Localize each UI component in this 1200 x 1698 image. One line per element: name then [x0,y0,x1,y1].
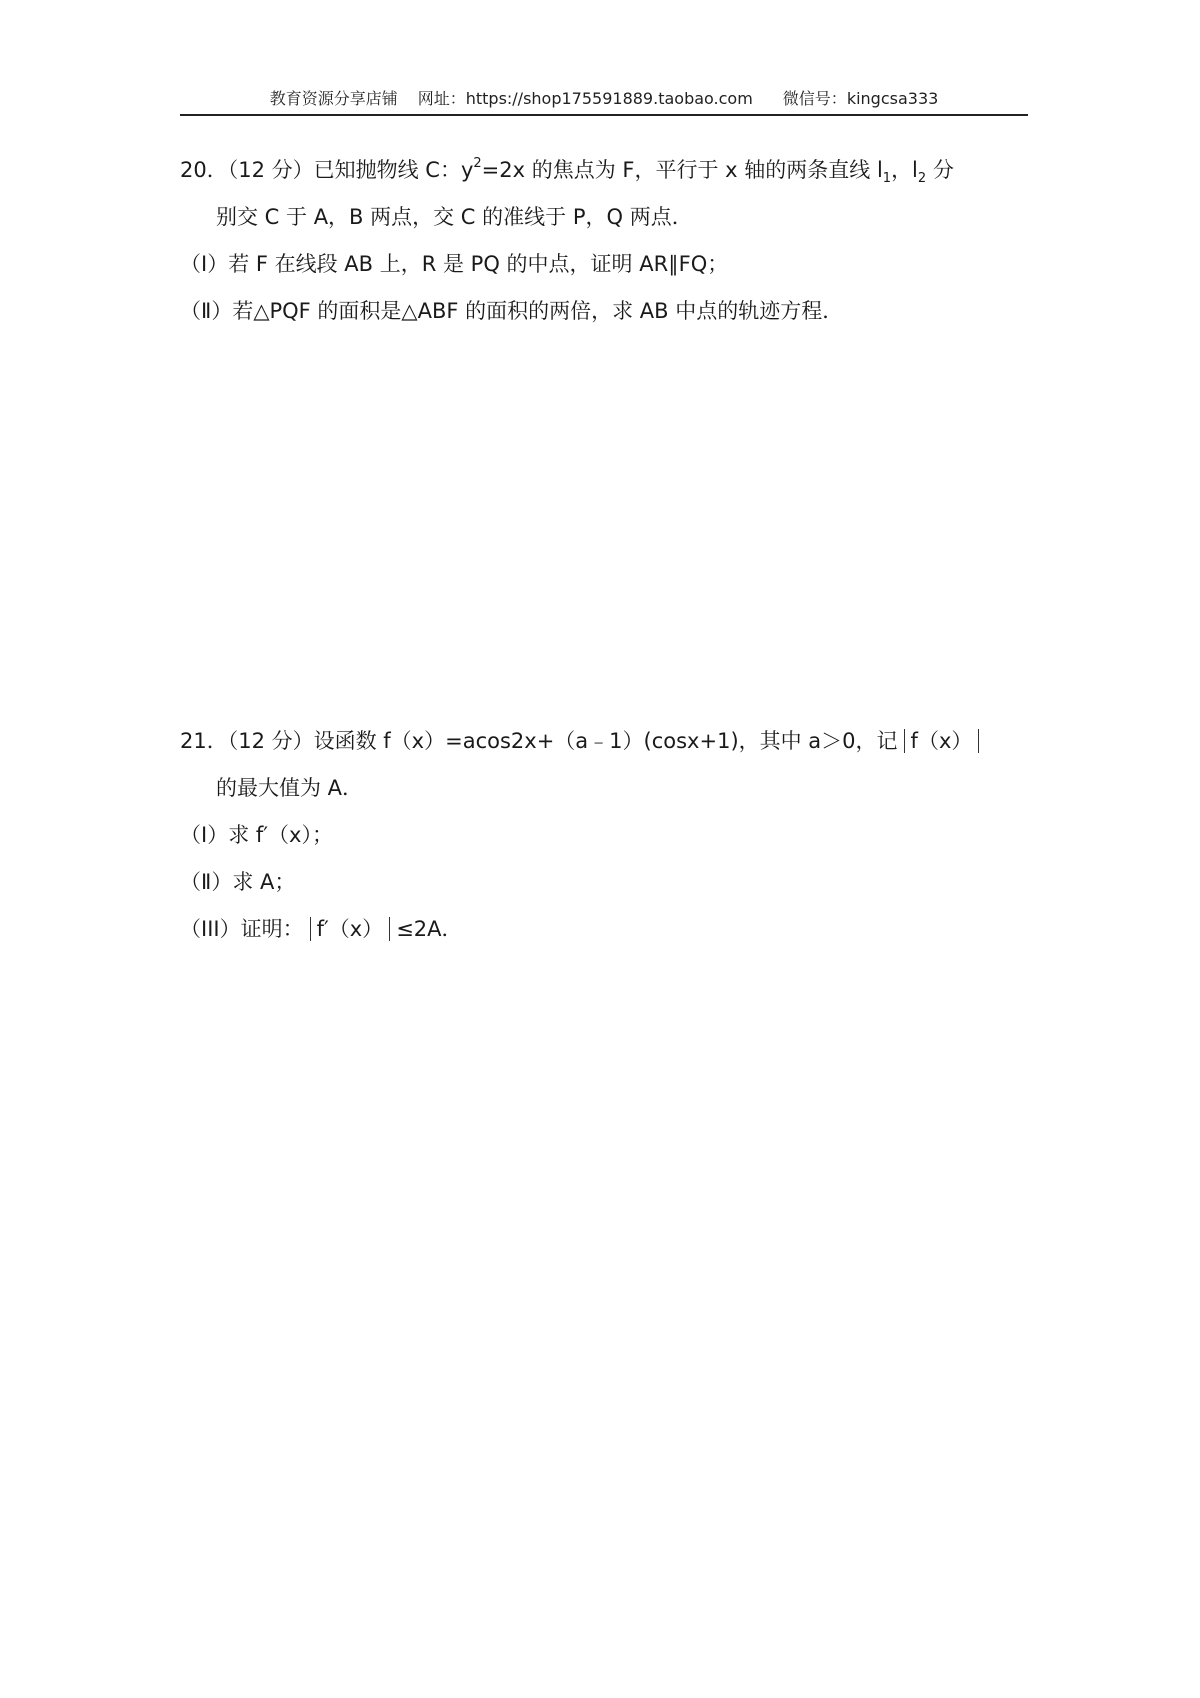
problem-21-line-1 [180,718,1028,765]
problem-20-text-c: ，l [891,158,918,182]
abs-bar-right [389,917,390,941]
header-wechat: kingcsa333 [846,89,939,108]
problem-20-part-2: （Ⅱ）若△PQF 的面积是△ABF 的面积的两倍，求 AB 中点的轨迹方程． [180,299,844,323]
problem-21-part-1: （Ⅰ）求 f′（x）； [180,823,333,847]
exponent-2: 2 [473,156,482,171]
page-header [180,84,1028,116]
problem-21-text-a: 21．（12 分）设函数 f（x）=acos2x+（a﹣1）(cosx+1)，其中 a＞0，记 [180,729,898,753]
problem-20-part-1: （Ⅰ）若 F 在线段 AB 上，R 是 PQ 的中点，证明 AR∥FQ； [180,252,729,276]
header-shop-name: 教育资源分享店铺 [269,89,398,108]
header-url: https://shop175591889.taobao.com [465,89,753,108]
abs-bar-right [978,729,979,753]
subscript-1: 1 [882,171,892,186]
problem-21-part-2: （Ⅱ）求 A； [180,870,296,894]
problem-20-text-d: 分 [926,158,954,182]
header-wechat-label: 微信号： [782,89,847,108]
problem-20-line-1 [180,147,1028,194]
problem-20-line-2: 别交 C 于 A，B 两点，交 C 的准线于 P，Q 两点． [216,205,693,229]
problem-21-part-3-c: ≤2A． [396,917,463,941]
header-url-label: 网址： [417,89,466,108]
problem-21 [180,718,1028,953]
problem-20-text-a: 20．（12 分）已知抛物线 C：y [180,158,474,182]
abs-bar-left [310,917,311,941]
abs-bar-left [904,729,905,753]
problem-21-part-3-abs: f′（x） [316,917,384,941]
problem-20-text-b: =2x 的焦点为 F，平行于 x 轴的两条直线 l [481,158,883,182]
problem-21-part-3 [180,906,1028,953]
problem-21-abs-content: f（x） [910,729,973,753]
subscript-2: 2 [917,171,927,186]
problem-20 [180,147,1028,335]
problem-21-line-2: 的最大值为 A． [216,776,364,800]
problem-21-part-3-a: （III）证明： [180,917,304,941]
